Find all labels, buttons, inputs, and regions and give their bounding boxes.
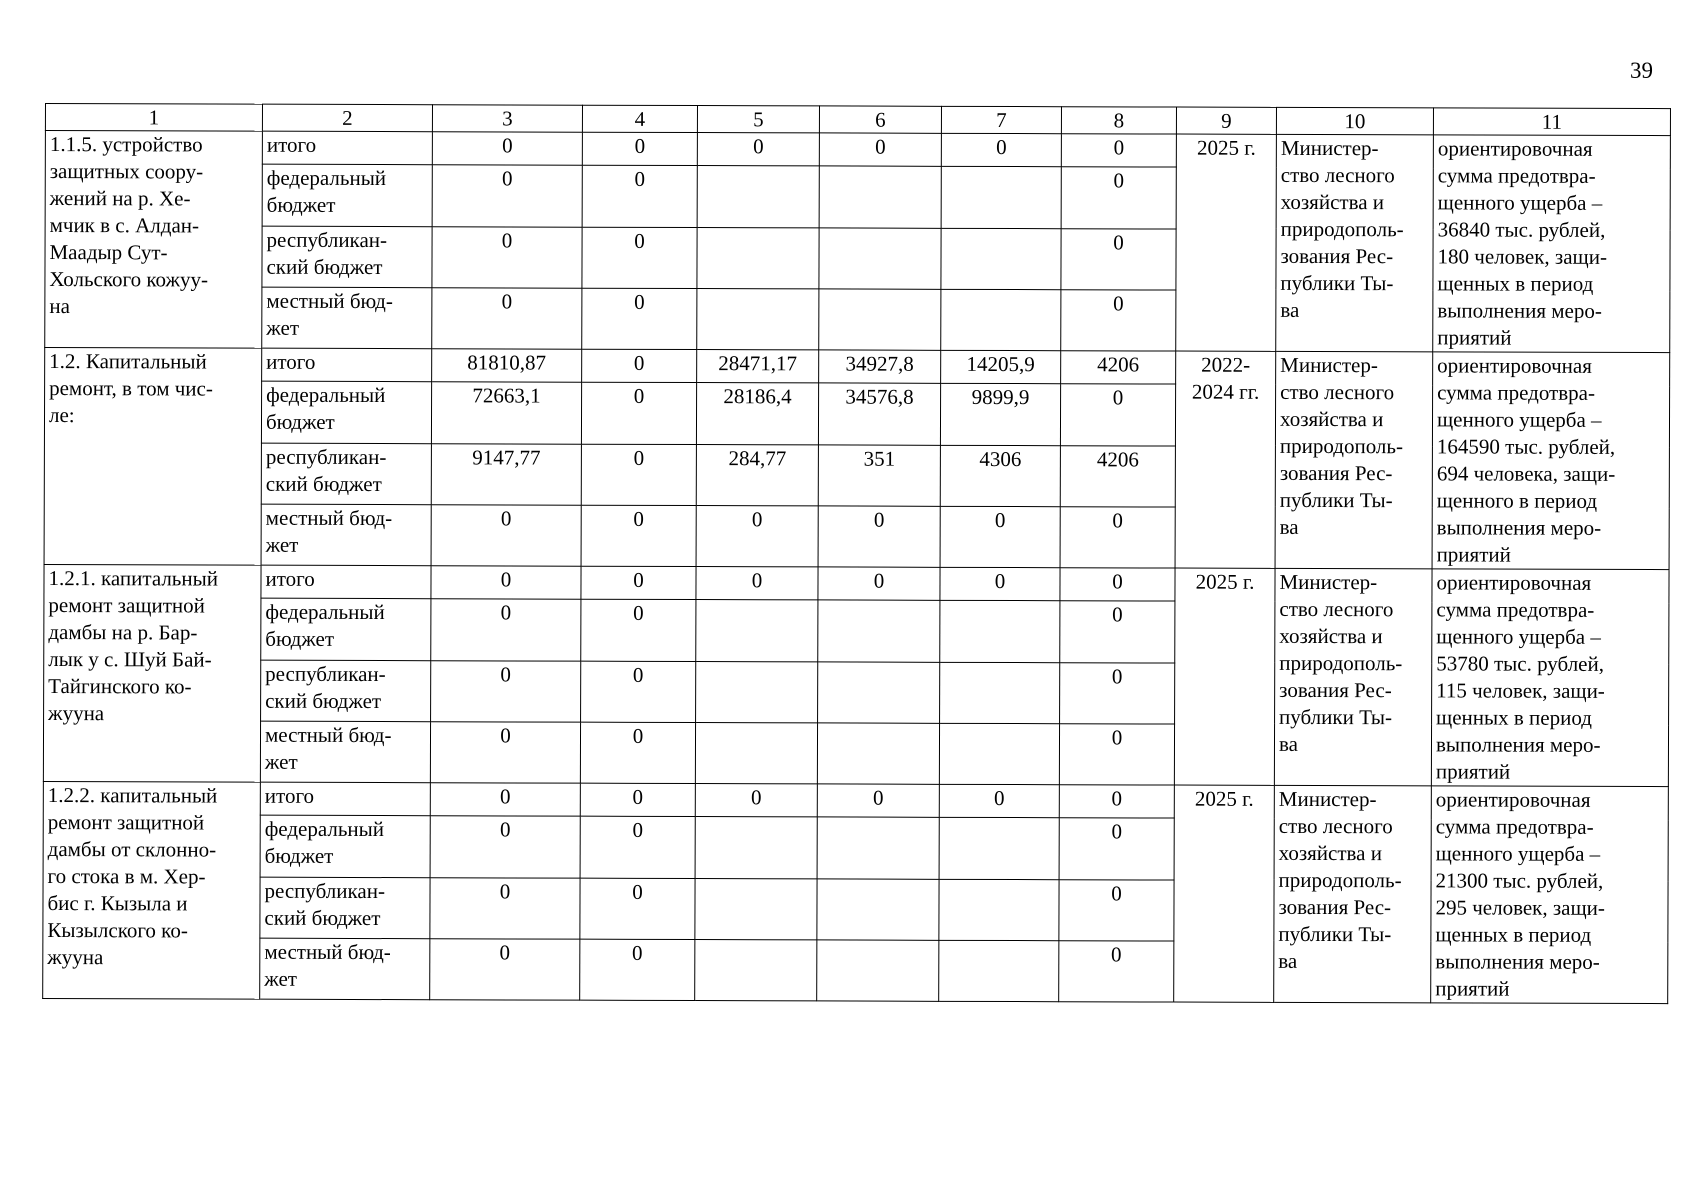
table-row xyxy=(44,564,1669,602)
amount-cell-text: 0 xyxy=(632,940,643,965)
funding-source-cell-text: федеральный бюджет xyxy=(265,600,385,652)
funding-source-cell-text: итого xyxy=(264,783,315,808)
header-cell: 6 xyxy=(819,106,941,133)
ministry-cell-text: Министер- ство лесного хозяйства и природополь- зования Рес- публики Ты- ва xyxy=(1278,569,1403,756)
funding-source-cell-text: республикан- ский бюджет xyxy=(264,878,386,930)
amount-cell-text: 0 xyxy=(633,601,644,626)
ministry-cell-text: Министер- ство лесного хозяйства и природополь- зования Рес- публики Ты- ва xyxy=(1279,352,1404,539)
amount-cell xyxy=(941,133,1061,167)
amount-cell-text: 0 xyxy=(751,507,763,532)
funding-source-cell xyxy=(262,131,432,165)
amount-cell-text: 0 xyxy=(500,506,512,531)
amount-cell xyxy=(1061,351,1176,385)
amount-cell-text: 0 xyxy=(633,445,645,470)
amount-cell-text: 0 xyxy=(632,784,644,809)
funding-source-cell xyxy=(260,877,430,939)
amount-cell xyxy=(941,228,1061,290)
amount-cell xyxy=(581,566,696,600)
measure-name-cell-text: 1.2.2. капитальный ремонт защитной дамбы от склонно- го стока в м. Хер- бис г. Кызыла и Кызылского ко- жууна xyxy=(47,783,218,970)
amount-cell-text: 28471,17 xyxy=(718,351,798,376)
funding-source-cell-text: итого xyxy=(266,132,317,157)
amount-cell xyxy=(1059,940,1174,1002)
header-cell: 2 xyxy=(262,104,432,132)
amount-cell xyxy=(582,132,697,166)
header-cell: 10 xyxy=(1276,107,1433,134)
amount-cell-text: 0 xyxy=(633,567,644,592)
amount-cell xyxy=(430,816,580,878)
funding-source-cell-text: местный бюд- жет xyxy=(264,722,392,774)
amount-cell xyxy=(1060,662,1175,724)
amount-cell xyxy=(580,939,695,1001)
amount-cell xyxy=(939,940,1059,1002)
amount-cell xyxy=(580,878,695,940)
effect-cell-text: ориентировочная сумма предотвра- щенного ущерба – 36840 тыс. рублей, 180 человек, защи- щенных в период выполнения меро- приятий xyxy=(1437,136,1608,350)
amount-cell-text: 0 xyxy=(500,662,511,687)
funding-source-cell-text: федеральный бюджет xyxy=(265,383,386,435)
amount-cell-text: 0 xyxy=(633,350,645,375)
header-cell: 1 xyxy=(45,104,262,132)
amount-cell xyxy=(939,723,1059,785)
ministry-cell xyxy=(1275,351,1433,568)
funding-source-cell xyxy=(262,287,432,349)
amount-cell xyxy=(1060,601,1175,663)
header-cell: 5 xyxy=(697,106,819,133)
amount-cell-text: 9147,77 xyxy=(472,444,541,470)
amount-cell xyxy=(818,567,940,601)
amount-cell xyxy=(939,818,1059,880)
amount-cell xyxy=(939,879,1059,941)
ministry-cell-text: Министер- ство лесного хозяйства и природополь- зования Рес- публики Ты- ва xyxy=(1280,135,1404,322)
header-cell: 11 xyxy=(1433,108,1670,136)
period-cell xyxy=(1175,351,1276,568)
amount-cell xyxy=(1061,167,1176,229)
amount-cell xyxy=(695,878,817,940)
funding-source-cell-text: федеральный бюджет xyxy=(266,166,387,218)
amount-cell-text: 284,77 xyxy=(728,445,787,470)
amount-cell-text: 9899,9 xyxy=(971,385,1030,410)
amount-cell xyxy=(1061,134,1176,168)
amount-cell-text: 0 xyxy=(996,134,1007,160)
amount-cell xyxy=(430,938,580,1000)
amount-cell xyxy=(941,289,1061,351)
amount-cell-text: 0 xyxy=(500,600,512,625)
amount-cell xyxy=(940,662,1060,724)
amount-cell-text: 0 xyxy=(634,133,646,158)
amount-cell-text: 0 xyxy=(1111,725,1123,750)
funding-source-cell-text: местный бюд- жет xyxy=(265,505,393,557)
funding-source-cell xyxy=(261,504,431,566)
amount-cell-text: 4206 xyxy=(1096,446,1139,472)
amount-cell-text: 0 xyxy=(751,568,763,593)
period-cell-text: 2025 г. xyxy=(1196,135,1256,160)
amount-cell xyxy=(939,784,1059,818)
amount-cell xyxy=(432,226,582,288)
effect-cell-text: ориентировочная сумма предотвра- щенного ущерба – 21300 тыс. рублей, 295 человек, защи- щенных в период выполнения меро- приятий xyxy=(1435,787,1605,1001)
amount-cell-text: 0 xyxy=(1111,880,1122,905)
funding-source-cell-text: федеральный бюджет xyxy=(264,817,385,869)
funding-source-cell xyxy=(260,816,430,878)
funding-source-cell xyxy=(262,348,432,382)
amount-cell-text: 0 xyxy=(1112,602,1123,627)
period-cell-text: 2022- 2024 гг. xyxy=(1191,352,1260,404)
amount-cell-text: 0 xyxy=(994,785,1005,811)
period-cell-text: 2025 г. xyxy=(1195,569,1255,594)
amount-cell-text: 0 xyxy=(502,133,513,158)
amount-cell xyxy=(818,600,940,662)
amount-cell xyxy=(695,784,817,818)
effect-cell-text: ориентировочная сумма предотвра- щенного ущерба – 164590 тыс. рублей, 694 человека, защи- щенного в период выполнения меро- приятий xyxy=(1436,353,1616,567)
amount-cell xyxy=(1061,228,1176,290)
amount-cell xyxy=(581,661,696,723)
amount-cell xyxy=(431,660,581,722)
amount-cell xyxy=(431,566,581,600)
amount-cell xyxy=(817,723,939,785)
amount-cell xyxy=(1060,568,1175,602)
amount-cell-text: 0 xyxy=(634,228,645,253)
amount-cell xyxy=(580,817,695,879)
amount-cell xyxy=(1061,289,1176,351)
measure-name-cell xyxy=(44,348,262,566)
amount-cell-text: 0 xyxy=(499,879,511,904)
funding-source-cell xyxy=(261,660,431,722)
amount-cell-text: 0 xyxy=(632,723,644,748)
amount-cell-text: 0 xyxy=(1111,663,1123,688)
table-row xyxy=(45,348,1670,386)
amount-cell xyxy=(581,600,696,662)
amount-cell xyxy=(940,506,1060,568)
page-number: 39 xyxy=(1630,58,1653,83)
effect-cell xyxy=(1433,135,1671,353)
amount-cell xyxy=(1060,445,1175,507)
funding-source-cell xyxy=(260,782,430,816)
amount-cell xyxy=(940,601,1060,663)
amount-cell xyxy=(817,817,939,879)
amount-cell xyxy=(581,383,696,445)
amount-cell-text: 0 xyxy=(500,723,511,748)
amount-cell-text: 0 xyxy=(501,289,513,314)
amount-cell-text: 0 xyxy=(501,166,513,191)
amount-cell xyxy=(817,940,939,1002)
funding-source-cell xyxy=(261,599,431,661)
amount-cell xyxy=(695,817,817,879)
amount-cell xyxy=(697,133,819,167)
amount-cell xyxy=(940,567,1060,601)
amount-cell xyxy=(582,288,697,350)
amount-cell-text: 0 xyxy=(873,507,885,532)
amount-cell xyxy=(432,287,582,349)
effect-cell-text: ориентировочная сумма предотвра- щенного ущерба – 53780 тыс. рублей, 115 человек, защи- щенных в период выполнения меро- приятий xyxy=(1435,570,1605,784)
amount-cell xyxy=(940,445,1060,507)
amount-cell xyxy=(580,722,695,784)
amount-cell xyxy=(696,505,818,567)
amount-cell xyxy=(431,443,581,505)
table-row xyxy=(43,781,1668,819)
ministry-cell xyxy=(1274,568,1432,785)
ministry-cell-text: Министер- ство лесного хозяйства и природополь- зования Рес- публики Ты- ва xyxy=(1278,786,1402,973)
header-cell: 8 xyxy=(1061,107,1176,134)
funding-source-cell xyxy=(261,382,431,444)
effect-cell xyxy=(1431,786,1669,1004)
measure-name-cell xyxy=(43,564,261,782)
measure-name-cell-text: 1.2.1. капитальный ремонт защитной дамбы на р. Бар- лык у с. Шуй Бай- Тайгинского ко- жууна xyxy=(48,566,219,726)
funding-source-cell xyxy=(260,721,430,783)
amount-cell xyxy=(697,350,819,384)
amount-cell xyxy=(430,877,580,939)
amount-cell xyxy=(696,383,818,445)
effect-cell xyxy=(1431,569,1669,787)
amount-cell-text: 14205,9 xyxy=(966,351,1035,377)
amount-cell xyxy=(431,504,581,566)
amount-cell-text: 0 xyxy=(1113,291,1124,316)
funding-source-cell-text: итого xyxy=(265,566,315,591)
amount-cell-text: 351 xyxy=(863,446,896,471)
amount-cell-text: 0 xyxy=(1113,168,1125,193)
header-cell: 4 xyxy=(582,105,697,132)
amount-cell xyxy=(818,662,940,724)
ministry-cell xyxy=(1276,134,1434,351)
amount-cell-text: 0 xyxy=(634,289,645,314)
amount-cell-text: 0 xyxy=(873,785,884,810)
amount-cell xyxy=(819,133,941,167)
period-cell-text: 2025 г. xyxy=(1194,786,1254,811)
amount-cell xyxy=(817,784,939,818)
header-cell: 7 xyxy=(941,106,1061,133)
amount-cell xyxy=(819,228,941,290)
amount-cell xyxy=(431,599,581,661)
amount-cell xyxy=(1059,879,1174,941)
funding-source-cell-text: республикан- ский бюджет xyxy=(265,661,386,713)
amount-cell-text: 72663,1 xyxy=(472,383,541,408)
funding-source-cell xyxy=(260,938,430,1000)
amount-cell xyxy=(818,506,940,568)
amount-cell-text: 0 xyxy=(1112,385,1124,410)
measure-name-cell xyxy=(43,781,261,999)
amount-cell xyxy=(817,879,939,941)
amount-cell xyxy=(818,383,940,445)
amount-cell xyxy=(941,167,1061,229)
amount-cell xyxy=(1060,506,1175,568)
amount-cell xyxy=(940,384,1060,446)
amount-cell xyxy=(581,505,696,567)
funding-source-cell xyxy=(261,565,431,599)
amount-cell xyxy=(1059,723,1174,785)
amount-cell-text: 34576,8 xyxy=(845,384,914,410)
amount-cell xyxy=(696,444,818,506)
amount-cell xyxy=(695,939,817,1001)
amount-cell xyxy=(818,445,940,507)
amount-cell xyxy=(819,350,941,384)
amount-cell xyxy=(1060,384,1175,446)
amount-cell-text: 0 xyxy=(501,228,513,253)
header-cell: 3 xyxy=(432,105,582,132)
amount-cell-text: 0 xyxy=(1111,819,1123,844)
funding-source-cell xyxy=(262,165,432,227)
amount-cell-text: 0 xyxy=(1113,135,1125,160)
measure-name-cell xyxy=(45,131,263,349)
program-table xyxy=(42,103,1671,1004)
funding-source-cell-text: республикан- ский бюджет xyxy=(266,227,388,279)
table-row xyxy=(45,131,1670,169)
amount-cell-text: 0 xyxy=(633,506,644,531)
amount-cell xyxy=(1059,818,1174,880)
amount-cell-text: 0 xyxy=(500,784,511,809)
amount-cell-text: 0 xyxy=(1113,229,1124,254)
amount-cell xyxy=(432,132,582,166)
amount-cell xyxy=(696,661,818,723)
amount-cell xyxy=(696,600,818,662)
effect-cell xyxy=(1432,352,1670,570)
amount-cell xyxy=(432,165,582,227)
amount-cell xyxy=(582,166,697,228)
amount-cell-text: 0 xyxy=(632,818,644,843)
measure-name-cell-text: 1.2. Капитальный ремонт, в том чис- ле: xyxy=(48,349,213,428)
amount-cell xyxy=(696,567,818,601)
amount-cell-text: 81810,87 xyxy=(467,350,547,375)
funding-source-cell xyxy=(262,226,432,288)
amount-cell-text: 0 xyxy=(499,817,511,842)
amount-cell xyxy=(430,721,580,783)
amount-cell-text: 0 xyxy=(753,134,764,159)
amount-cell-text: 0 xyxy=(751,785,762,810)
amount-cell-text: 4306 xyxy=(979,446,1022,471)
header-cell: 9 xyxy=(1176,107,1276,134)
amount-cell-text: 0 xyxy=(632,879,643,904)
amount-cell-text: 0 xyxy=(994,507,1006,532)
amount-cell-text: 0 xyxy=(1111,786,1123,811)
table-body xyxy=(43,104,1671,1004)
amount-cell xyxy=(431,382,581,444)
amount-cell xyxy=(582,349,697,383)
period-cell xyxy=(1174,568,1275,785)
amount-cell-text: 0 xyxy=(633,384,645,409)
funding-source-cell-text: местный бюд- жет xyxy=(264,939,391,991)
amount-cell xyxy=(819,166,941,228)
amount-cell-text: 0 xyxy=(632,662,644,687)
amount-cell xyxy=(580,783,695,817)
amount-cell-text: 0 xyxy=(873,568,885,593)
amount-cell xyxy=(697,227,819,289)
ministry-cell xyxy=(1274,785,1432,1002)
amount-cell-text: 28186,4 xyxy=(723,384,792,409)
amount-cell-text: 0 xyxy=(500,567,512,592)
amount-cell-text: 0 xyxy=(499,940,511,965)
amount-cell-text: 4206 xyxy=(1097,352,1140,377)
amount-cell xyxy=(1059,785,1174,819)
amount-cell xyxy=(941,350,1061,384)
funding-source-cell xyxy=(261,443,431,505)
period-cell xyxy=(1176,134,1277,351)
period-cell xyxy=(1174,785,1275,1002)
amount-cell xyxy=(697,166,819,228)
amount-cell xyxy=(581,444,696,506)
amount-cell xyxy=(582,227,697,289)
amount-cell-text: 0 xyxy=(634,167,646,192)
amount-cell-text: 0 xyxy=(1112,508,1123,533)
amount-cell xyxy=(432,349,582,383)
amount-cell xyxy=(695,722,817,784)
funding-source-cell-text: местный бюд- жет xyxy=(266,288,393,340)
amount-cell-text: 0 xyxy=(1111,942,1122,967)
funding-source-cell-text: итого xyxy=(266,349,316,374)
amount-cell-text: 0 xyxy=(1112,569,1123,594)
measure-name-cell-text: 1.1.5. устройство защитных соору- жений на р. Хе- мчик в с. Алдан- Маадыр Сут- Хольского кожуу- на xyxy=(49,132,209,319)
amount-cell-text: 0 xyxy=(875,134,886,159)
amount-cell xyxy=(430,783,580,817)
amount-cell xyxy=(697,288,819,350)
amount-cell-text: 0 xyxy=(994,568,1006,594)
funding-source-cell-text: республикан- ский бюджет xyxy=(265,444,387,496)
amount-cell-text: 34927,8 xyxy=(845,351,914,376)
amount-cell xyxy=(819,289,941,351)
